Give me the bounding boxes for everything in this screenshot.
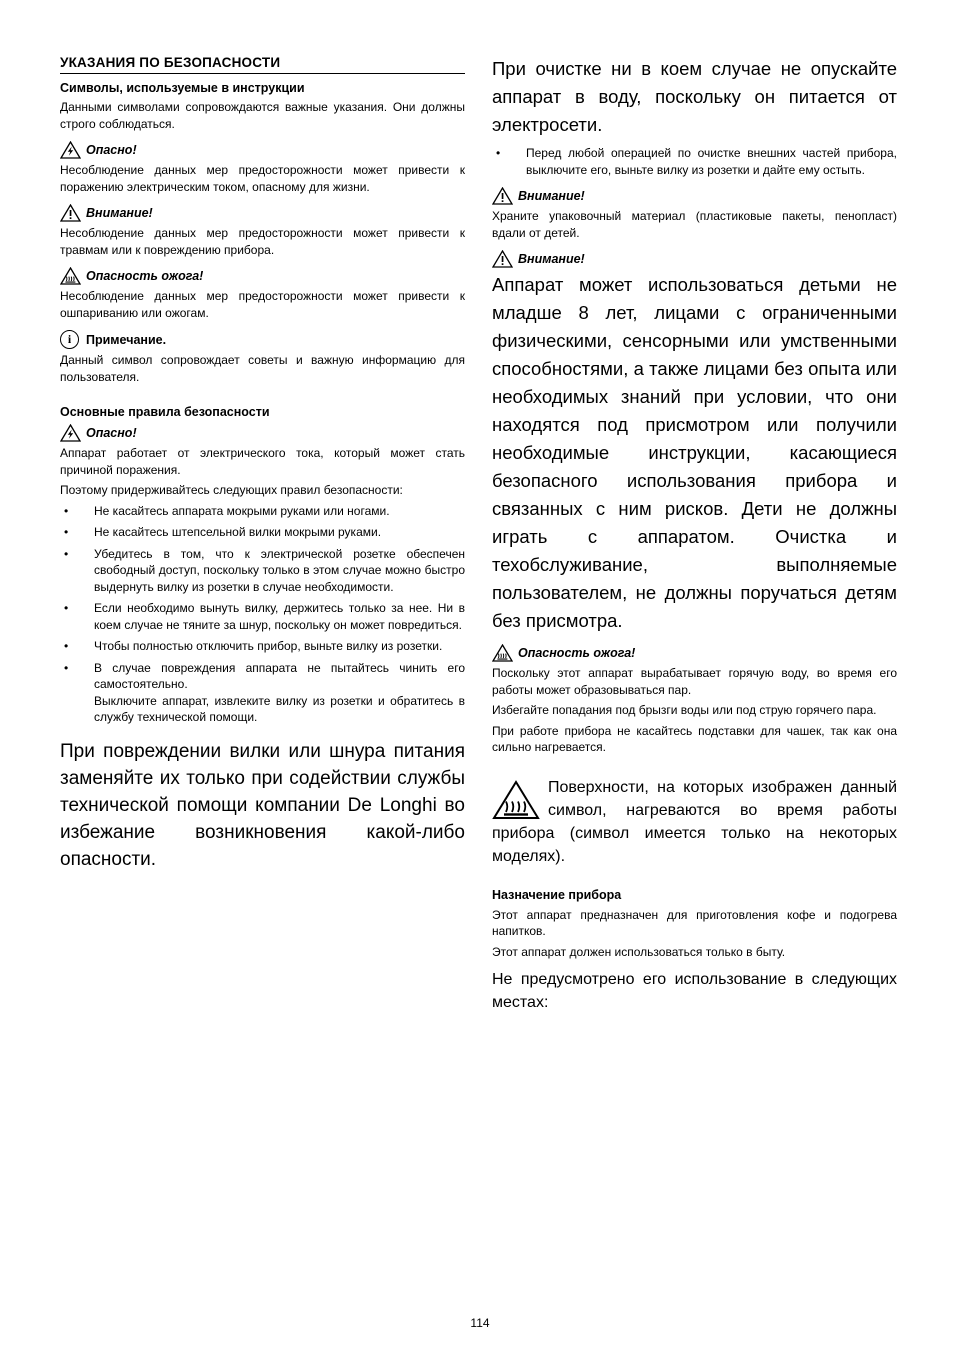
list-item-continuation: Выключите аппарат, извлеките вилку из розетки и обратитесь в службу технической помощи.: [94, 693, 465, 724]
rules-text-2: Поэтому придерживайтесь следующих правил безопасности:: [60, 483, 403, 497]
safety-rules-list: [60, 503, 465, 726]
burn-text-1: Поскольку этот аппарат вырабатывает горячую воду, во время его работы может образовываться пар.: [492, 666, 897, 697]
burn-warning-line: [60, 267, 465, 285]
burn-warning-line: [492, 644, 897, 662]
burn-text: Несоблюдение данных мер предосторожности может привести к ошпариванию или ожогам.: [60, 289, 465, 320]
list-item: • Если необходимо вынуть вилку, держитесь только за нее. Ни в коем случае не тяните за шнур, поскольку он может повредиться.: [60, 600, 465, 633]
hot-surface-paragraph-block: [492, 776, 897, 868]
page-number: 114: [470, 1316, 490, 1330]
subsection-heading: Символы, используемые в инструкции: [60, 81, 305, 95]
list-item: • Чтобы полностью отключить прибор, выньте вилку из розетки.: [60, 638, 465, 655]
attention-text: Несоблюдение данных мер предосторожности может привести к травмам или к повреждению прибора.: [60, 226, 465, 257]
rules-text-1: Аппарат работает от электрического тока, который может стать причиной поражения.: [60, 446, 465, 477]
attention-label: Внимание!: [518, 189, 585, 203]
list-item: • Не касайтесь штепсельной вилки мокрыми руками.: [60, 524, 465, 541]
burn-text-2: Избегайте попадания под брызги воды или под струю горячего пара.: [492, 703, 877, 717]
section-heading: УКАЗАНИЯ ПО БЕЗОПАСНОСТИ: [60, 55, 465, 74]
list-item: • Убедитесь в том, что к электрической розетке обеспечен свободный доступ, поскольку только в этом случае можно быстро выдернуть вилку из розетки в случае необходимости.: [60, 546, 465, 596]
purpose-text-2: Этот аппарат должен использоваться только в быту.: [492, 944, 786, 959]
danger-text: Несоблюдение данных мер предосторожности может привести к поражению электрическим током, опасному для жизни.: [60, 163, 465, 194]
danger-warning-line: [60, 141, 465, 159]
burn-label: Опасность ожога!: [86, 269, 204, 283]
burn-label: Опасность ожога!: [518, 646, 636, 660]
danger-label: Опасно!: [86, 143, 137, 157]
purpose-restriction-paragraph: Не предусмотрено его использование в следующих местах:: [492, 971, 897, 1011]
hot-surface-text: Поверхности, на которых изображен данный символ, нагреваются во время работы прибора (символ имеется только на некоторых моделях).: [492, 778, 897, 865]
list-item: • Перед любой операцией по очистке внешних частей прибора, выключите его, выньте вилку из розетки и дайте ему остыть.: [492, 145, 897, 178]
cleaning-bullets: [492, 145, 897, 178]
attention-warning-line-2: [492, 250, 897, 268]
exclamation-triangle-icon: [492, 250, 513, 268]
note-line: [60, 330, 465, 349]
exclamation-triangle-icon: [492, 187, 513, 205]
attention-warning-line-1: [492, 187, 897, 205]
lightning-bolt-triangle-icon: [60, 424, 81, 442]
attention-label: Внимание!: [518, 252, 585, 266]
rules-heading: Основные правила безопасности: [60, 405, 270, 419]
note-label: Примечание.: [86, 332, 167, 347]
list-item: • Не касайтесь аппарата мокрыми руками или ногами.: [60, 503, 465, 520]
hot-surface-triangle-icon: [492, 780, 540, 820]
packaging-warning-text: Храните упаковочный материал (пластиковые пакеты, пенопласт) вдали от детей.: [492, 209, 897, 240]
intro-paragraph: Данными символами сопровождаются важные указания. Они должны строго соблюдаться.: [60, 100, 465, 131]
attention-warning-line: [60, 204, 465, 222]
purpose-text-1: Этот аппарат предназначен для приготовления кофе и подогрева напитков.: [492, 907, 897, 938]
rules-danger-warning-line: [60, 424, 465, 442]
children-use-paragraph: Аппарат может использоваться детьми не младше 8 лет, лицами с ограниченными физическими, сенсорными или умственными способностями, а также лицами без опыта или необходимых знаний при условии, что они находятся под присмотром или получили необходимые инструкции, касающиеся безопасного использования прибора и связанных с ним рисков. Дети не должны играть с аппаратом. Очистка и техобслуживание, выполняемые пользователем, не должны поручаться детям без присмотра.: [492, 274, 897, 631]
plug-damage-paragraph: При повреждении вилки или шнура питания заменяйте их только при содействии службы технической помощи компании De Longhi во избежание возникновения какой-либо опасности.: [60, 740, 465, 870]
hot-surface-triangle-icon: [60, 267, 81, 285]
note-text: Данный символ сопровождает советы и важную информацию для пользователя.: [60, 353, 465, 384]
burn-text-3: При работе прибора не касайтесь подставки для чашек, так как она сильно нагревается.: [492, 723, 897, 754]
list-item: [60, 660, 465, 726]
attention-label: Внимание!: [86, 206, 153, 220]
purpose-heading: Назначение прибора: [492, 887, 622, 902]
info-circle-icon: i: [60, 330, 79, 349]
hot-surface-triangle-icon: [492, 644, 513, 662]
exclamation-triangle-icon: [60, 204, 81, 222]
list-item-text: В случае повреждения аппарата не пытайтесь чинить его самостоятельно.: [94, 660, 465, 691]
left-column: [60, 55, 465, 879]
lightning-bolt-triangle-icon: [60, 141, 81, 159]
rules-danger-label: Опасно!: [86, 426, 137, 440]
cleaning-warning-paragraph: При очистке ни в коем случае не опускайте аппарат в воду, поскольку он питается от электросети.: [492, 58, 897, 135]
right-column: [492, 55, 897, 1018]
